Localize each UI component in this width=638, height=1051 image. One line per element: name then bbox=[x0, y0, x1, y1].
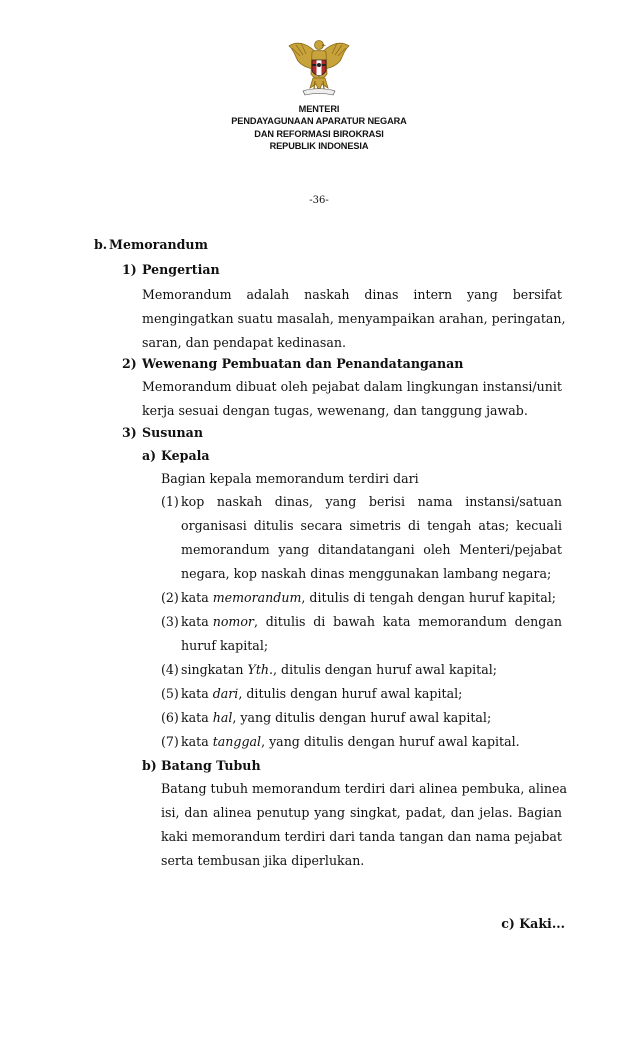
list-item-number: (3) bbox=[161, 614, 179, 629]
paragraph-line: kerja sesuai dengan tugas, wewenang, dan tanggung jawab. bbox=[142, 403, 528, 418]
list-item-line: memorandum yang ditandatangani oleh Menteri/pejabat bbox=[181, 542, 562, 557]
list-item-line bbox=[181, 662, 497, 678]
list-item-line: organisasi ditulis secara simetris di tengah atas; kecuali bbox=[181, 518, 562, 533]
list-item-text: kata bbox=[382, 614, 411, 629]
list-item-text: kata bbox=[181, 614, 213, 629]
paragraph-line: isi, dan alinea penutup yang singkat, padat, dan jelas. Bagian bbox=[161, 805, 562, 820]
list-item-line bbox=[181, 686, 462, 702]
subsection-3-title: Susunan bbox=[142, 425, 203, 440]
subsection-3-heading bbox=[122, 425, 203, 441]
list-item-text: singkatan bbox=[181, 662, 248, 677]
subsection-a-marker: a) bbox=[142, 448, 157, 463]
paragraph-line: saran, dan pendapat kedinasan. bbox=[142, 335, 347, 350]
subsection-b-heading bbox=[142, 758, 261, 774]
list-item-number: (5) bbox=[161, 686, 179, 701]
paragraph-line: serta tembusan jika diperlukan. bbox=[161, 853, 365, 868]
list-item-text: di bbox=[313, 614, 326, 629]
list-item-line: kop naskah dinas, yang berisi nama instansi/satuan bbox=[181, 494, 562, 509]
list-item-number: (1) bbox=[161, 494, 179, 509]
list-item-number: (6) bbox=[161, 710, 179, 725]
list-item-line: negara, kop naskah dinas menggunakan lambang negara; bbox=[181, 566, 552, 581]
subsection-2-title: Wewenang Pembuatan dan Penandatanganan bbox=[142, 356, 464, 371]
letterhead-line-1: MENTERI bbox=[298, 104, 340, 114]
letterhead-line-4: REPUBLIK INDONESIA bbox=[269, 140, 369, 151]
list-item-text: dengan bbox=[514, 614, 562, 629]
subsection-3-marker: 3) bbox=[122, 425, 137, 440]
letterhead-line-2: PENDAYAGUNAAN APARATUR NEGARA bbox=[231, 116, 407, 127]
list-item-number: (4) bbox=[161, 662, 179, 677]
list-item-text: kata bbox=[181, 734, 213, 749]
subsection-2-marker: 2) bbox=[122, 356, 137, 371]
paragraph-line: mengingatkan suatu masalah, menyampaikan arahan, peringatan, bbox=[142, 311, 566, 326]
list-item-emphasis: hal bbox=[212, 710, 233, 725]
subsection-b-marker: b) bbox=[142, 758, 157, 773]
paragraph-line: Bagian kepala memorandum terdiri dari bbox=[161, 471, 419, 486]
list-item-line bbox=[181, 590, 556, 606]
garuda-emblem-icon bbox=[286, 36, 352, 98]
list-item-line bbox=[181, 614, 562, 630]
list-item-text: kata nomor, bbox=[181, 614, 258, 629]
list-item-text: , ditulis dengan huruf awal kapital; bbox=[273, 662, 498, 677]
subsection-a-title: Kepala bbox=[161, 448, 210, 463]
page-number: -36- bbox=[309, 195, 329, 206]
list-item-text: memorandum bbox=[418, 614, 507, 629]
list-item-line: huruf kapital; bbox=[181, 638, 269, 653]
list-item-text: , ditulis di tengah dengan huruf kapital; bbox=[301, 590, 556, 605]
paragraph-line: Memorandum dibuat oleh pejabat dalam lingkungan instansi/unit bbox=[142, 379, 562, 394]
list-item-number: (7) bbox=[161, 734, 179, 749]
list-item-emphasis: memorandum bbox=[212, 590, 302, 605]
section-b-title: Memorandum bbox=[109, 237, 208, 252]
paragraph-line: kaki memorandum terdiri dari tanda tangan dan nama pejabat bbox=[161, 829, 562, 844]
continuation-note: c) Kaki... bbox=[501, 916, 565, 931]
subsection-b-title: Batang Tubuh bbox=[161, 758, 261, 773]
list-item-text: , yang ditulis dengan huruf awal kapital; bbox=[232, 710, 492, 725]
section-b-marker: b. bbox=[94, 237, 108, 252]
list-item-text: , yang ditulis dengan huruf awal kapital. bbox=[261, 734, 520, 749]
subsection-1-title: Pengertian bbox=[142, 262, 220, 277]
list-item-text: , ditulis dengan huruf awal kapital; bbox=[238, 686, 463, 701]
list-item-emphasis: Yth. bbox=[247, 662, 273, 677]
list-item-text: bawah bbox=[333, 614, 376, 629]
letterhead bbox=[0, 103, 638, 152]
list-item-text: kata bbox=[181, 590, 213, 605]
list-item-text: ditulis bbox=[265, 614, 306, 629]
subsection-1-heading bbox=[122, 262, 220, 278]
list-item-text: kata bbox=[181, 686, 213, 701]
list-item-line bbox=[181, 734, 520, 750]
paragraph-line: Batang tubuh memorandum terdiri dari alinea pembuka, alinea bbox=[161, 781, 567, 796]
subsection-a-heading bbox=[142, 448, 210, 464]
subsection-1-marker: 1) bbox=[122, 262, 137, 277]
list-item-number: (2) bbox=[161, 590, 179, 605]
letterhead-line-3: DAN REFORMASI BIROKRASI bbox=[254, 128, 384, 139]
list-item-line bbox=[181, 710, 491, 726]
list-item-emphasis: tanggal bbox=[212, 734, 262, 749]
paragraph-line: Memorandum adalah naskah dinas intern yang bersifat bbox=[142, 287, 562, 302]
list-item-text: kata bbox=[181, 710, 213, 725]
section-b-heading bbox=[94, 237, 208, 253]
subsection-2-heading bbox=[122, 356, 464, 372]
list-item-emphasis: nomor bbox=[212, 614, 254, 629]
list-item-emphasis: dari bbox=[212, 686, 239, 701]
